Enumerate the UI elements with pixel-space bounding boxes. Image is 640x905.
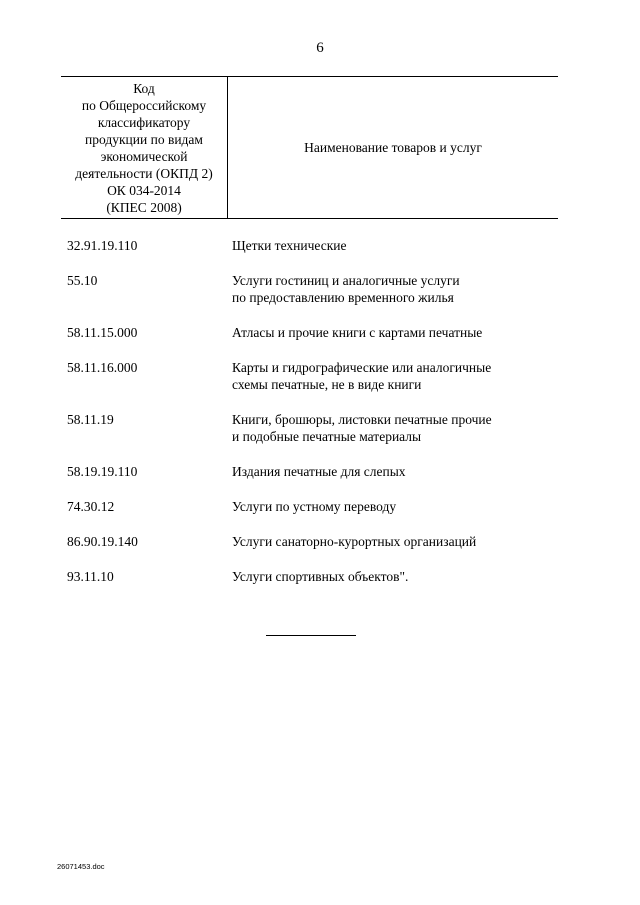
row-name-line: Книги, брошюры, листовки печатные прочие bbox=[232, 412, 492, 427]
row-code: 58.11.19 bbox=[67, 412, 114, 427]
file-name-footer: 26071453.doc bbox=[57, 862, 105, 871]
header-code-line: по Общероссийскому bbox=[81, 97, 207, 113]
row-name-line: Услуги санаторно-курортных организаций bbox=[232, 534, 477, 549]
header-code-line: экономической bbox=[100, 148, 188, 164]
row-name bbox=[232, 463, 562, 480]
row-name-line: Атласы и прочие книги с картами печатные bbox=[232, 325, 483, 340]
row-code: 74.30.12 bbox=[67, 499, 115, 514]
page-number: 6 bbox=[316, 40, 324, 56]
row-name bbox=[232, 359, 562, 393]
row-name bbox=[232, 568, 562, 585]
row-name bbox=[232, 237, 562, 254]
header-code-column bbox=[61, 77, 227, 218]
row-name-line: Щетки технические bbox=[232, 238, 347, 253]
end-of-document-rule bbox=[266, 635, 356, 636]
table-header bbox=[61, 76, 558, 219]
header-code-line: ОК 034-2014 bbox=[107, 182, 181, 198]
header-code-line: Код bbox=[133, 80, 155, 96]
row-code: 32.91.19.110 bbox=[67, 238, 138, 253]
row-name bbox=[232, 498, 562, 515]
row-name-line: схемы печатные, не в виде книги bbox=[232, 377, 422, 392]
row-code: 58.19.19.110 bbox=[67, 464, 138, 479]
row-name-line: Карты и гидрографические или аналогичные bbox=[232, 360, 492, 375]
row-name-line: Издания печатные для слепых bbox=[232, 464, 406, 479]
row-name bbox=[232, 324, 562, 341]
row-code: 93.11.10 bbox=[67, 569, 114, 584]
row-name bbox=[232, 272, 562, 306]
header-code-line: (КПЕС 2008) bbox=[106, 199, 182, 215]
row-name-line: по предоставлению временного жилья bbox=[232, 290, 454, 305]
row-code: 55.10 bbox=[67, 273, 98, 288]
row-name bbox=[232, 411, 562, 445]
row-code: 58.11.16.000 bbox=[67, 360, 138, 375]
row-name-line: Услуги спортивных объектов". bbox=[232, 569, 409, 584]
row-name-line: Услуги по устному переводу bbox=[232, 499, 397, 514]
row-name-line: Услуги гостиниц и аналогичные услуги bbox=[232, 273, 460, 288]
header-name-column: Наименование товаров и услуг bbox=[304, 139, 482, 155]
row-code: 58.11.15.000 bbox=[67, 325, 138, 340]
row-name bbox=[232, 533, 562, 550]
header-code-line: деятельности (ОКПД 2) bbox=[75, 165, 213, 181]
row-code: 86.90.19.140 bbox=[67, 534, 138, 549]
header-code-line: продукции по видам bbox=[85, 131, 203, 147]
row-name-line: и подобные печатные материалы bbox=[232, 429, 422, 444]
header-code-line: классификатору bbox=[97, 114, 191, 130]
